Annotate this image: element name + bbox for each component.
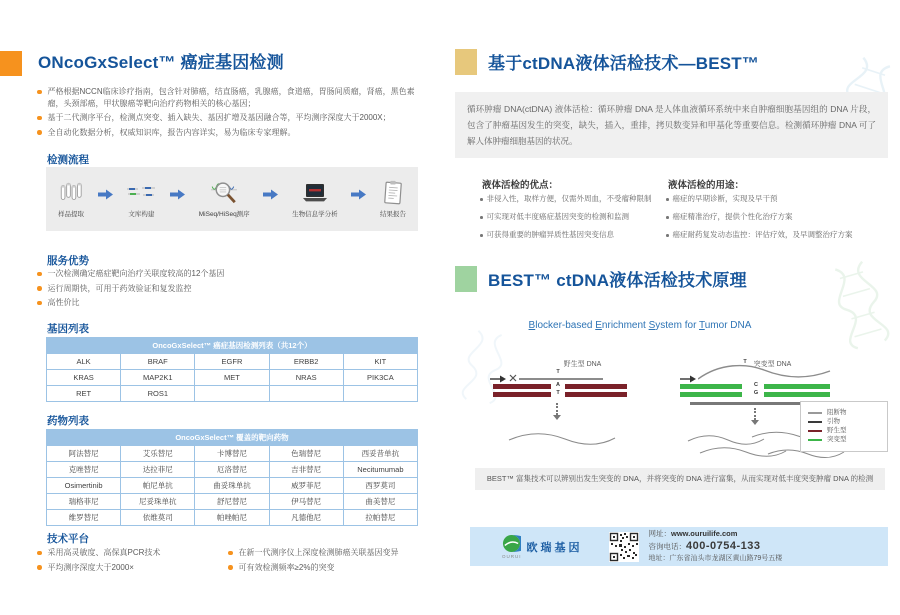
down-arrow-icon bbox=[551, 403, 563, 420]
dna-library-icon bbox=[126, 180, 156, 206]
bullet-dot-icon bbox=[37, 130, 42, 135]
list-item: 可获得重要的肿瘤异质性基因突变信息 bbox=[480, 230, 662, 240]
wild-dna-bar bbox=[493, 392, 551, 397]
list-item: 癌症耐药复发动态监控：评估疗效，及早调整治疗方案 bbox=[666, 230, 888, 240]
wild-dna-bar bbox=[565, 392, 627, 397]
list-item: 在新一代测序仪上深度检测肺癌关联基因变异 bbox=[228, 547, 428, 559]
section-heading-platform: 技术平台 bbox=[47, 533, 89, 545]
primer-arrow-icon bbox=[490, 375, 506, 383]
list-item: 严格根据NCCN临床诊疗指南，包含针对肺癌，结直肠癌，乳腺癌，食道癌，胃肠间质瘤，肾癌，黑色素瘤，头颈部癌，甲状腺癌等靶向治疗药物相关的核心基因； bbox=[37, 86, 425, 109]
bullet-dot-icon bbox=[37, 116, 42, 121]
table-row: 克唑替尼 达拉菲尼 厄洛替尼 吉非替尼 Necitumumab bbox=[47, 462, 418, 478]
mutant-label: 突变型 DNA bbox=[753, 361, 792, 368]
flow-step-bioinformatics: 生物信息学分析 bbox=[292, 180, 338, 218]
address-value: 广东省汕头市龙湖区黄山路79号五楼 bbox=[669, 555, 783, 563]
list-item: 癌症精准治疗，提供个性化治疗方案 bbox=[666, 212, 888, 222]
company-logo bbox=[502, 534, 583, 559]
list-item: 非侵入性，取样方便，仅需外周血，不受瘤种限制 bbox=[480, 194, 662, 204]
right-page-title-ctdna: 基于ctDNA液体活检技术—BEST™ bbox=[488, 54, 760, 73]
section-heading-genes: 基因列表 bbox=[47, 323, 89, 335]
bullet-dot-icon bbox=[480, 216, 483, 219]
mutant-dna-bar bbox=[680, 392, 742, 397]
report-clipboard-icon bbox=[381, 180, 405, 206]
base-a-label: A bbox=[556, 382, 560, 388]
ctdna-intro-paragraph: 循环肿瘤 DNA(ctDNA) 液体活检：循环肿瘤 DNA 是人体血液循环系统中来自肿瘤细胞基因组的 DNA 片段，包含了肿瘤基因发生的突变，缺失，插入，重排，拷贝数变异和甲基化等重要信息。检测循环肿瘤 DNA 可了解人体肿瘤细胞基因的状况。 bbox=[455, 92, 888, 158]
section-heading-process: 检测流程 bbox=[47, 154, 89, 166]
list-item: 平均测序深度大于2000× bbox=[37, 562, 225, 574]
list-item: 全自动化数据分析，权威知识库，报告内容详实，易为临床专家理解。 bbox=[37, 127, 425, 139]
legend-item: 野生型 bbox=[808, 428, 880, 435]
platform-bullet-list-right bbox=[228, 547, 428, 576]
list-item: 一次检测确定癌症靶向治疗关联度较高的12个基因 bbox=[37, 268, 425, 280]
contact-info bbox=[649, 529, 783, 563]
left-page-title: ONcoGxSelect™ 癌症基因检测 bbox=[38, 53, 284, 72]
list-item: 采用高灵敏度、高保真PCR技术 bbox=[37, 547, 225, 559]
table-row: Osimertinib 帕尼单抗 曲妥珠单抗 威罗菲尼 西罗莫司 bbox=[47, 478, 418, 494]
intro-bullet-list bbox=[37, 86, 425, 141]
flow-step-report: 结果报告 bbox=[380, 180, 406, 218]
arrow-right-icon bbox=[351, 189, 366, 200]
legend-swatch bbox=[808, 412, 822, 414]
flow-step-sample: 样品提取 bbox=[58, 180, 84, 218]
address-line: 地址：广东省汕头市龙湖区黄山路79号五楼 bbox=[648, 555, 783, 563]
table-row: ALK BRAF EGFR ERBB2 KIT bbox=[47, 354, 418, 370]
wild-dna-bar bbox=[493, 384, 551, 389]
diagram-legend bbox=[800, 401, 888, 452]
section-heading-drugs: 药物列表 bbox=[47, 415, 89, 427]
list-item: 高性价比 bbox=[37, 297, 425, 309]
base-c-label: C bbox=[754, 382, 758, 388]
list-item: 可有效检测频率≥2%的突变 bbox=[228, 562, 428, 574]
bullet-dot-icon bbox=[37, 301, 42, 306]
wild-dna-bar bbox=[565, 384, 627, 389]
website-line: 网址：www.ouruilife.com bbox=[648, 529, 738, 539]
bullet-dot-icon bbox=[37, 272, 42, 277]
down-arrow-icon bbox=[749, 408, 761, 425]
sequencing-magnifier-icon bbox=[210, 180, 238, 206]
advantages-bullet-list bbox=[37, 268, 425, 312]
pros-bullet-list bbox=[480, 194, 662, 248]
dna-watermark-icon bbox=[823, 256, 897, 353]
flow-step-library: 文库构建 bbox=[126, 180, 156, 218]
base-t-label: T bbox=[556, 390, 560, 396]
list-item: 癌症的早期诊断，实现及早干预 bbox=[666, 194, 888, 204]
sample-tubes-icon bbox=[58, 180, 84, 206]
company-name-en: OURUI bbox=[502, 554, 522, 559]
table-row: 维罗替尼 依维莫司 帕唑帕尼 凡德他尼 拉帕替尼 bbox=[47, 510, 418, 526]
mutant-dna-bar bbox=[680, 384, 742, 389]
arrow-right-icon bbox=[170, 189, 185, 200]
phone-value: 400-0754-133 bbox=[686, 540, 761, 553]
footer bbox=[470, 527, 888, 566]
base-g-label: G bbox=[753, 390, 759, 396]
bullet-dot-icon bbox=[228, 565, 233, 570]
bullet-dot-icon bbox=[228, 551, 233, 556]
bullet-dot-icon bbox=[37, 565, 42, 570]
arrow-right-icon bbox=[98, 189, 113, 200]
platform-bullet-list-left bbox=[37, 547, 225, 576]
bullet-dot-icon bbox=[480, 198, 483, 201]
bullet-dot-icon bbox=[37, 286, 42, 291]
gold-accent-bar bbox=[455, 49, 477, 75]
blocked-cross-icon bbox=[509, 374, 517, 382]
table-row: 瑞格菲尼 尼妥珠单抗 舒尼替尼 伊马替尼 曲美替尼 bbox=[47, 494, 418, 510]
table-row: KRAS MAP2K1 MET NRAS PIK3CA bbox=[47, 370, 418, 386]
legend-item: 突变型 bbox=[808, 437, 880, 444]
table-row: RET ROS1 bbox=[47, 386, 418, 402]
uses-bullet-list bbox=[666, 194, 888, 248]
green-accent-bar bbox=[455, 266, 477, 292]
gene-table bbox=[46, 337, 418, 402]
list-item: 运行周期快，可用于药效验证和复发监控 bbox=[37, 283, 425, 295]
mutant-dna-bar bbox=[764, 392, 830, 397]
bullet-dot-icon bbox=[666, 216, 669, 219]
uses-heading: 液体活检的用途： bbox=[668, 180, 745, 191]
mutant-dna-bar bbox=[764, 384, 830, 389]
product-wave-icon bbox=[507, 430, 617, 446]
best-subtitle: Blocker-based Enrichment System for Tumor DNA bbox=[528, 320, 752, 331]
legend-item: 阻断物 bbox=[808, 410, 880, 417]
displaced-blocker-curve bbox=[698, 361, 832, 381]
table-row: 阿法替尼 艾乐替尼 卡博替尼 色瑞替尼 西妥昔单抗 bbox=[47, 446, 418, 462]
website-value: www.ouruilife.com bbox=[671, 529, 738, 539]
phone-line: 咨询电话：400-0754-133 bbox=[648, 540, 761, 553]
mismatch-base-label: T bbox=[743, 359, 747, 365]
wild-type-label: 野生型 DNA bbox=[563, 361, 602, 368]
drug-table-header: OncoGxSelect™ 覆盖的靶向药物 bbox=[47, 430, 418, 446]
bullet-dot-icon bbox=[37, 551, 42, 556]
laptop-analysis-icon bbox=[300, 180, 330, 206]
flow-step-sequencing: MiSeq/HiSeq测序 bbox=[199, 180, 250, 218]
blocker-base-label: T bbox=[556, 369, 560, 375]
arrow-right-icon bbox=[263, 189, 278, 200]
legend-swatch bbox=[808, 421, 822, 423]
drug-table bbox=[46, 429, 418, 526]
right-page-title-best: BEST™ ctDNA液体活检技术原理 bbox=[488, 271, 747, 290]
blocker-line bbox=[519, 378, 603, 380]
wild-type-panel bbox=[485, 346, 680, 466]
qr-code bbox=[609, 532, 639, 562]
best-summary-note: BEST™ 富集技术可以辨别出发生突变的 DNA，并将突变的 DNA 进行富集，从而实现对低丰度突变肿瘤 DNA 的检测 bbox=[475, 468, 885, 490]
company-name: 欧瑞基因 bbox=[526, 541, 583, 554]
globe-logo-icon bbox=[502, 534, 521, 553]
list-item: 可实现对低丰度癌症基因突变的检测和监测 bbox=[480, 212, 662, 222]
bullet-dot-icon bbox=[480, 234, 483, 237]
pros-heading: 液体活检的优点： bbox=[482, 180, 559, 191]
orange-accent-bar bbox=[0, 51, 22, 76]
process-flow bbox=[46, 167, 418, 231]
bullet-dot-icon bbox=[666, 198, 669, 201]
gene-table-header: OncoGxSelect™ 癌症基因检测列表（共12个） bbox=[47, 338, 418, 354]
bullet-dot-icon bbox=[666, 234, 669, 237]
legend-item: 引物 bbox=[808, 419, 880, 426]
legend-swatch bbox=[808, 439, 822, 441]
best-principle-diagram bbox=[455, 346, 888, 466]
primer-arrow-icon bbox=[680, 375, 696, 383]
section-heading-advantages: 服务优势 bbox=[47, 255, 89, 267]
legend-swatch bbox=[808, 430, 822, 432]
list-item: 基于二代测序平台，检测点突变、插入缺失、基因扩增及基因融合等，平均测序深度大于2000X； bbox=[37, 112, 425, 124]
bullet-dot-icon bbox=[37, 90, 42, 95]
